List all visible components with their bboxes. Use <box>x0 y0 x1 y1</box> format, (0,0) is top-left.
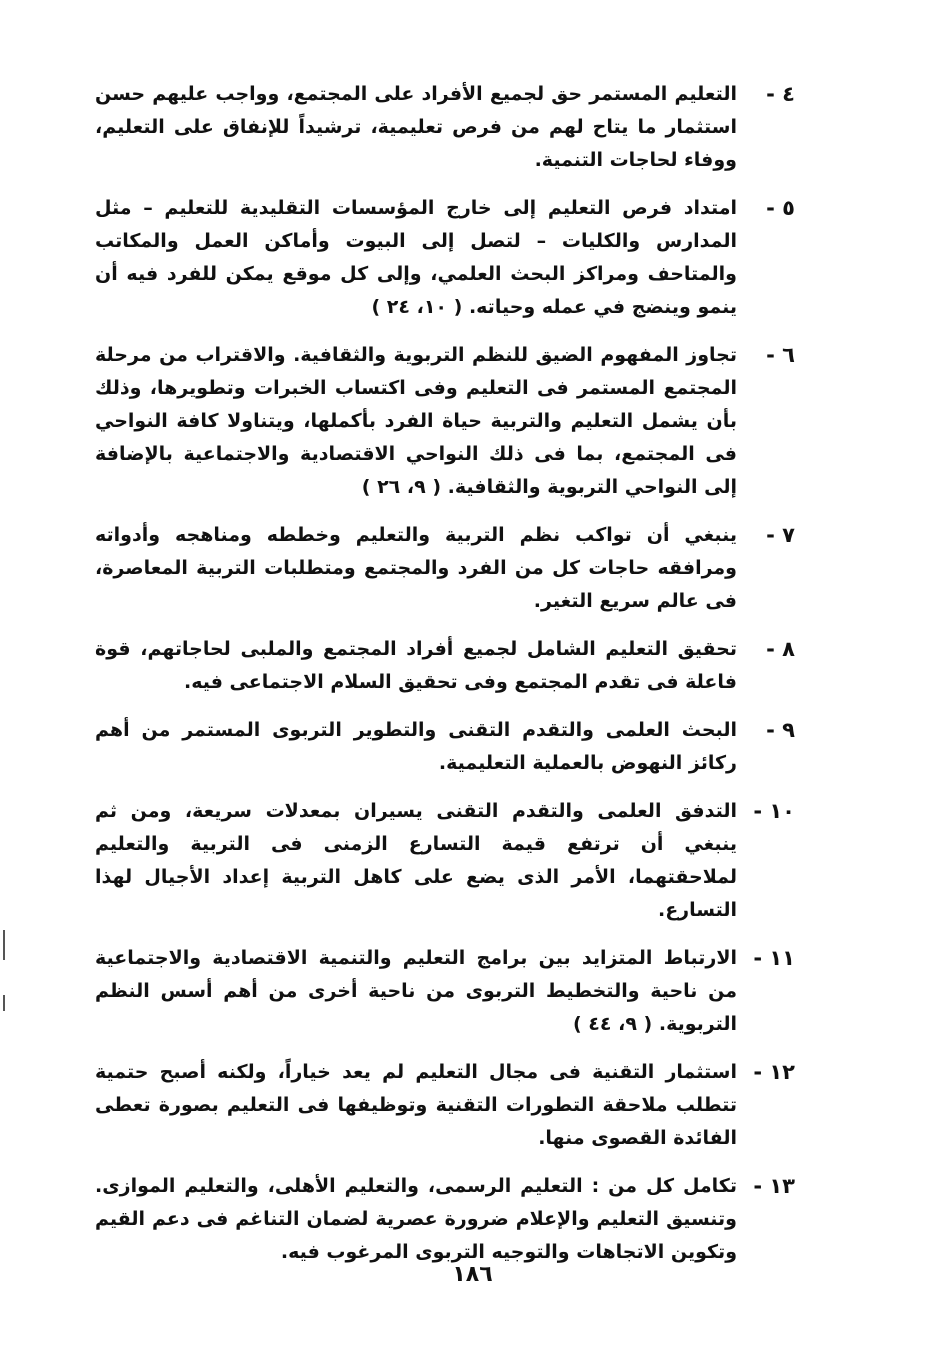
scan-edge-mark <box>3 930 5 960</box>
item-text: الارتباط المتزايد بين برامج التعليم والتنمية الاقتصادية والاجتماعية من ناحية والتخطيط التربوى من ناحية أخرى من أهم أسس النظم التربوية. ( ٩، ٤٤ ) <box>95 947 737 1035</box>
item-text: التعليم المستمر حق لجميع الأفراد على المجتمع، وواجب عليهم حسن استثمار ما يتاح لهم من فرص تعليمية، ترشيداً للإنفاق على التعليم، ووفاء لحاجات التنمية. <box>95 83 737 171</box>
item-number: ١٢ - <box>753 1060 795 1084</box>
list-item <box>95 339 795 504</box>
item-text: ينبغي أن تواكب نظم التربية والتعليم وخططه ومناهجه وأدواته ومرافقه حاجات كل من الفرد والمجتمع ومتطلبات التربية المعاصرة، فى عالم سريع التغير. <box>95 524 737 612</box>
page-number: ١٨٦ <box>452 1262 493 1287</box>
item-number: ١٣ - <box>753 1174 795 1198</box>
item-number: ٨ - <box>766 637 795 661</box>
item-number: ١٠ - <box>753 799 795 823</box>
list-item <box>95 1170 795 1269</box>
item-text: تحقيق التعليم الشامل لجميع أفراد المجتمع والملبى لحاجاتهم، قوة فاعلة فى تقدم المجتمع وفى تحقيق السلام الاجتماعى فيه. <box>95 638 737 693</box>
list-item <box>95 795 795 927</box>
item-number: ١١ - <box>753 946 795 970</box>
list-item <box>95 942 795 1041</box>
item-number: ٤ - <box>766 82 795 106</box>
item-number: ٦ - <box>766 343 795 367</box>
list-item <box>95 1056 795 1155</box>
list-item <box>95 519 795 618</box>
item-number: ٩ - <box>766 718 795 742</box>
item-number: ٥ - <box>766 196 795 220</box>
item-text: البحث العلمى والتقدم التقنى والتطوير التربوى المستمر من أهم ركائز النهوض بالعملية التعليمية. <box>95 719 737 774</box>
item-text: استثمار التقنية فى مجال التعليم لم يعد خياراً، ولكنه أصبح حتمية تتطلب ملاحقة التطورات التقنية وتوظيفها فى التعليم بصورة تعطى الفائدة القصوى منها. <box>95 1061 737 1149</box>
item-number: ٧ - <box>766 523 795 547</box>
item-text: التدفق العلمى والتقدم التقنى يسيران بمعدلات سريعة، ومن ثم ينبغي أن ترتفع قيمة التسارع الزمنى فى التربية والتعليم لملاحقتهما، الأمر الذى يضع على كاهل التربية إعداد الأجيال لهذا التسارع. <box>95 800 737 921</box>
list-item <box>95 714 795 780</box>
list-item <box>95 78 795 177</box>
page-body <box>95 78 795 1284</box>
list-item <box>95 192 795 324</box>
scan-edge-mark <box>3 995 5 1011</box>
item-text: تكامل كل من : التعليم الرسمى، والتعليم الأهلى، والتعليم الموازى. وتنسيق التعليم والإعلام ضرورة عصرية لضمان التناغم فى دعم القيم وتكوين الاتجاهات والتوجيه التربوى المرغوب فيه. <box>95 1175 737 1263</box>
item-text: امتداد فرص التعليم إلى خارج المؤسسات التقليدية للتعليم – مثل المدارس والكليات – لتصل إلى البيوت وأماكن العمل والمكاتب والمتاحف ومراكز البحث العلمي، وإلى كل موقع يمكن للفرد فيه أن ينمو وينضج في عمله وحياته. ( ١٠، ٢٤ ) <box>95 197 737 318</box>
item-text: تجاوز المفهوم الضيق للنظم التربوية والثقافية. والاقتراب من مرحلة المجتمع المستمر فى التعليم وفى اكتساب الخبرات وتطويرها، وذلك بأن يشمل التعليم والتربية حياة الفرد بأكملها، ويتناولا كافة النواحي فى المجتمع، بما فى ذلك النواحي الاقتصادية والاجتماعية بالإضافة إلى النواحي التربوية والثقافية. ( ٩، ٢٦ ) <box>95 344 737 498</box>
list-item <box>95 633 795 699</box>
